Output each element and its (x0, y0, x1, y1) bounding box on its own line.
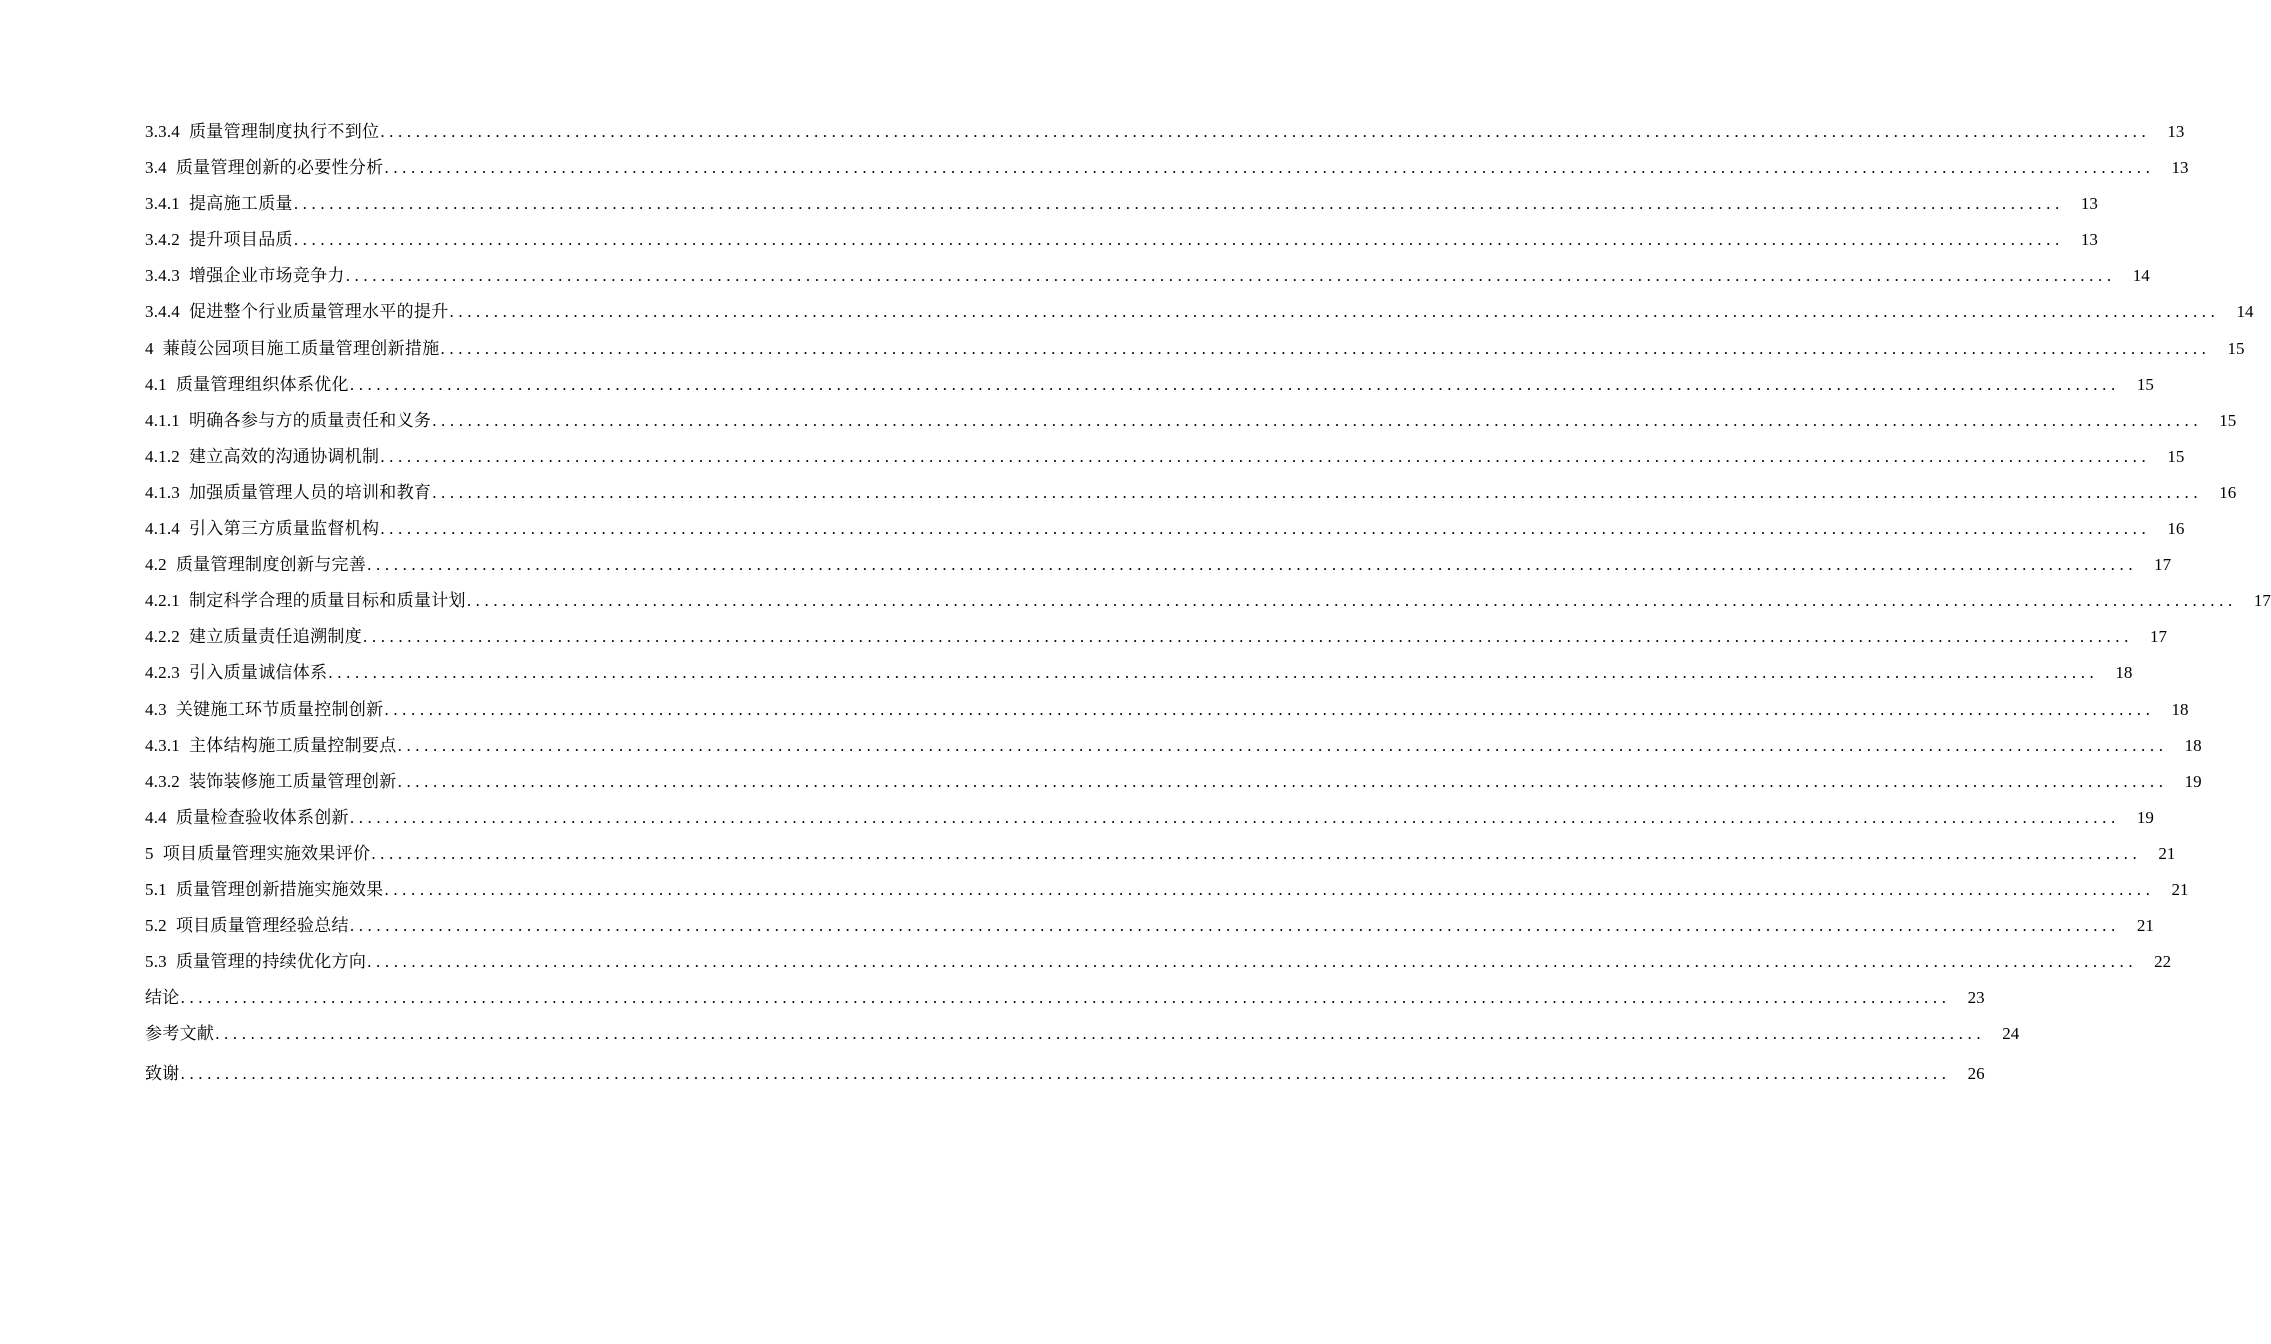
toc-entry-title: 质量管理创新的必要性分析 (175, 158, 384, 178)
toc-entry-title: 增强企业市场竞争力 (189, 266, 345, 286)
toc-entry[interactable] (145, 878, 2189, 914)
toc-entry-title: 主体结构施工质量控制要点 (189, 735, 397, 755)
toc-entry-title: 提升项目品质 (189, 230, 293, 250)
toc-entry-page-number: 13 (2171, 158, 2189, 178)
toc-entry-number: 4.2 (145, 555, 167, 575)
toc-entry[interactable] (145, 806, 2154, 842)
toc-entry-page-number: 15 (2167, 446, 2185, 466)
toc-entry-title: 建立高效的沟通协调机制 (189, 446, 380, 466)
toc-entry-page-number: 17 (2253, 591, 2271, 611)
toc-entry-page-number: 21 (2136, 916, 2154, 936)
toc-entry-number: 4 (145, 338, 154, 358)
toc-entry-number: 5.3 (145, 952, 167, 972)
toc-dot-leader: ........................................................................................................................................................................................................ (432, 410, 2203, 430)
toc-entry[interactable] (145, 1022, 2020, 1058)
toc-entry[interactable] (145, 734, 2202, 770)
toc-entry[interactable] (145, 264, 2150, 300)
toc-entry-number: 5.1 (145, 879, 167, 899)
toc-dot-leader: ........................................................................................................................................................................................................ (432, 482, 2203, 502)
toc-entry-page-number: 15 (2227, 338, 2245, 358)
table-of-contents (145, 120, 2271, 1099)
toc-entry[interactable] (145, 481, 2237, 517)
toc-dot-leader: ........................................................................................................................................................................................................ (180, 1064, 1951, 1084)
toc-dot-leader: ........................................................................................................................................................................................................ (363, 627, 2133, 647)
toc-entry-title: 质量管理制度创新与完善 (175, 555, 367, 575)
toc-entry-page-number: 14 (2132, 266, 2150, 286)
toc-entry-page-number: 14 (2236, 302, 2254, 322)
toc-dot-leader: ........................................................................................................................................................................................................ (440, 338, 2211, 358)
toc-entry[interactable] (145, 553, 2172, 589)
toc-entry[interactable] (145, 661, 2133, 697)
toc-dot-leader: ........................................................................................................................................................................................................ (384, 158, 2155, 178)
toc-entry-number: 4.3.2 (145, 771, 180, 791)
toc-entry-number: 3.4.4 (145, 302, 180, 322)
toc-entry-page-number: 21 (2158, 843, 2176, 863)
toc-entry-number: 5.2 (145, 916, 167, 936)
toc-dot-leader: ........................................................................................................................................................................................................ (466, 591, 2237, 611)
toc-dot-leader: ........................................................................................................................................................................................................ (345, 266, 2116, 286)
toc-entry[interactable] (145, 770, 2202, 806)
toc-entry-title: 引入质量诚信体系 (189, 663, 328, 683)
toc-entry-title: 项目质量管理经验总结 (175, 916, 349, 936)
toc-entry[interactable] (145, 698, 2189, 734)
toc-entry-page-number: 17 (2150, 627, 2167, 647)
toc-entry[interactable] (145, 589, 2271, 625)
toc-entry[interactable] (145, 517, 2185, 553)
toc-entry[interactable] (145, 914, 2154, 950)
toc-entry-page-number: 13 (2080, 230, 2098, 250)
toc-entry[interactable] (145, 373, 2154, 409)
toc-entry-title: 提高施工质量 (189, 194, 293, 214)
toc-dot-leader: ........................................................................................................................................................................................................ (384, 699, 2155, 719)
toc-entry-number: 4.1 (145, 374, 167, 394)
toc-entry-page-number: 15 (2136, 374, 2154, 394)
toc-entry-page-number: 18 (2184, 735, 2202, 755)
toc-entry-page-number: 13 (2080, 194, 2098, 214)
toc-dot-leader: ........................................................................................................................................................................................................ (367, 555, 2138, 575)
toc-entry-title: 加强质量管理人员的培训和教育 (189, 482, 432, 502)
toc-entry-page-number: 24 (2002, 1024, 2020, 1044)
toc-dot-leader: ........................................................................................................................................................................................................ (328, 663, 2099, 683)
toc-entry-title: 建立质量责任追溯制度 (189, 627, 362, 647)
toc-entry-number: 5 (145, 843, 154, 863)
toc-entry-title: 蒹葭公园项目施工质量管理创新措施 (162, 338, 440, 358)
toc-entry-title: 项目质量管理实施效果评价 (162, 843, 371, 863)
toc-dot-leader: ........................................................................................................................................................................................................ (293, 230, 2064, 250)
toc-entry-title: 制定科学合理的质量目标和质量计划 (189, 591, 466, 611)
toc-entry-number: 4.4 (145, 807, 167, 827)
toc-entry-number: 3.4 (145, 158, 167, 178)
toc-entry-page-number: 19 (2136, 807, 2154, 827)
toc-entry-page-number: 23 (1967, 988, 1985, 1008)
toc-dot-leader: ........................................................................................................................................................................................................ (293, 194, 2064, 214)
toc-entry-page-number: 21 (2171, 879, 2189, 899)
toc-entry-number: 4.1.3 (145, 482, 180, 502)
toc-entry-title: 参考文献 (145, 1024, 215, 1044)
toc-dot-leader: ........................................................................................................................................................................................................ (349, 374, 2120, 394)
toc-dot-leader: ........................................................................................................................................................................................................ (380, 519, 2151, 539)
toc-dot-leader: ........................................................................................................................................................................................................ (380, 122, 2151, 141)
toc-entry[interactable] (145, 950, 2172, 986)
toc-entry[interactable] (145, 986, 1985, 1022)
toc-entry-title: 明确各参与方的质量责任和义务 (189, 410, 432, 430)
toc-entry-page-number: 18 (2171, 699, 2189, 719)
toc-entry-number: 3.3.4 (145, 122, 180, 141)
toc-entry-number: 4.2.3 (145, 663, 180, 683)
toc-entry[interactable] (145, 409, 2237, 445)
toc-entry-number: 3.4.2 (145, 230, 180, 250)
toc-entry-number: 4.1.2 (145, 446, 180, 466)
toc-entry[interactable] (145, 120, 2185, 156)
toc-entry-page-number: 26 (1967, 1064, 1985, 1084)
toc-dot-leader: ........................................................................................................................................................................................................ (371, 843, 2142, 863)
toc-entry-page-number: 16 (2219, 482, 2237, 502)
toc-entry-page-number: 16 (2167, 519, 2185, 539)
toc-dot-leader: ........................................................................................................................................................................................................ (397, 771, 2168, 791)
toc-entry-title: 引入第三方质量监督机构 (189, 519, 380, 539)
toc-entry-title: 致谢 (145, 1064, 180, 1084)
toc-entry-number: 3.4.1 (145, 194, 180, 214)
toc-entry[interactable] (145, 156, 2189, 192)
toc-dot-leader: ........................................................................................................................................................................................................ (349, 916, 2120, 936)
toc-entry-page-number: 13 (2167, 122, 2185, 141)
toc-entry[interactable] (145, 625, 2167, 661)
toc-entry-title: 质量管理制度执行不到位 (189, 122, 380, 141)
toc-entry[interactable] (145, 300, 2254, 336)
toc-dot-leader: ........................................................................................................................................................................................................ (215, 1024, 1986, 1044)
toc-dot-leader: ........................................................................................................................................................................................................ (367, 952, 2138, 972)
toc-entry-title: 装饰装修施工质量管理创新 (189, 771, 397, 791)
toc-dot-leader: ........................................................................................................................................................................................................ (397, 735, 2168, 755)
toc-entry[interactable] (145, 337, 2245, 373)
toc-entry-number: 4.1.1 (145, 410, 180, 430)
toc-dot-leader: ........................................................................................................................................................................................................ (349, 807, 2120, 827)
toc-entry-page-number: 18 (2115, 663, 2133, 683)
toc-entry-number: 4.2.1 (145, 591, 180, 611)
toc-entry-number: 4.3 (145, 699, 167, 719)
toc-entry-number: 4.1.4 (145, 519, 180, 539)
toc-entry[interactable] (145, 445, 2185, 481)
toc-entry-title: 结论 (145, 988, 180, 1008)
toc-entry-page-number: 19 (2184, 771, 2202, 791)
toc-entry-title: 促进整个行业质量管理水平的提升 (189, 302, 449, 322)
toc-entry-title: 质量管理创新措施实施效果 (175, 879, 384, 899)
toc-entry-page-number: 17 (2154, 555, 2172, 575)
toc-entry[interactable] (145, 842, 2176, 878)
toc-dot-leader: ........................................................................................................................................................................................................ (449, 302, 2220, 322)
toc-entry-title: 质量检查验收体系创新 (175, 807, 349, 827)
toc-entry-title: 质量管理组织体系优化 (175, 374, 349, 394)
toc-entry-page-number: 15 (2219, 410, 2237, 430)
toc-entry-page-number: 22 (2154, 952, 2172, 972)
toc-entry-number: 3.4.3 (145, 266, 180, 286)
toc-dot-leader: ........................................................................................................................................................................................................ (380, 446, 2151, 466)
toc-entry-title: 质量管理的持续优化方向 (175, 952, 367, 972)
toc-dot-leader: ........................................................................................................................................................................................................ (384, 879, 2155, 899)
toc-entry-title: 关键施工环节质量控制创新 (175, 699, 384, 719)
toc-entry[interactable] (145, 1062, 1985, 1098)
toc-entry-number: 4.3.1 (145, 735, 180, 755)
toc-entry[interactable] (145, 192, 2098, 228)
toc-dot-leader: ........................................................................................................................................................................................................ (180, 988, 1951, 1008)
toc-entry-number: 4.2.2 (145, 627, 180, 647)
toc-entry[interactable] (145, 228, 2098, 264)
